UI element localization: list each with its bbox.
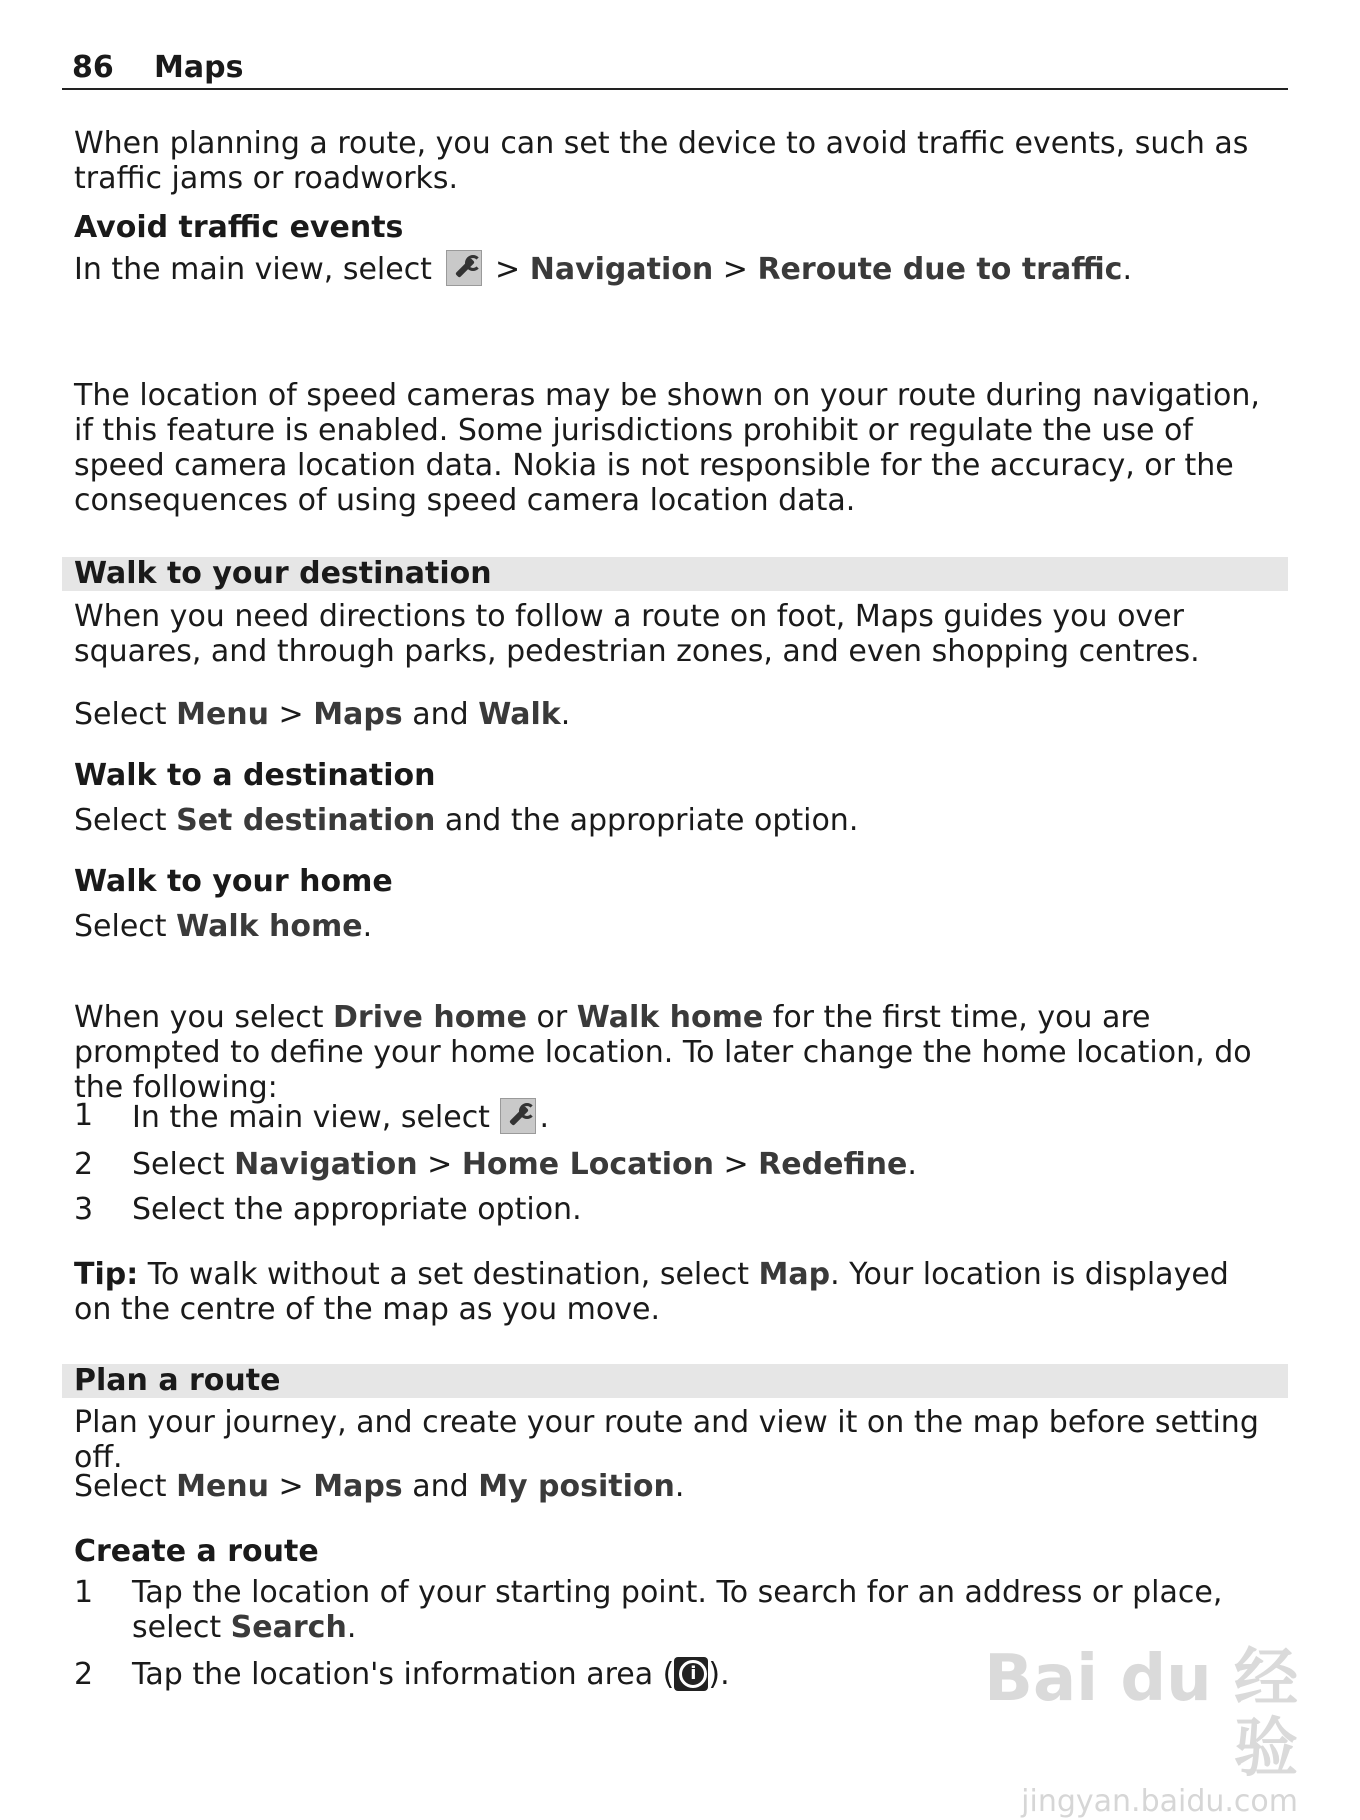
wrench-icon	[446, 250, 482, 286]
page-number: 86	[72, 50, 114, 85]
list-item: 1 In the main view, select .	[74, 1098, 550, 1135]
avoid-traffic-instruction: In the main view, select > Navigation > Reroute due to traffic.	[74, 252, 1132, 287]
create-route-heading: Create a route	[74, 1534, 319, 1569]
list-item: 2 Tap the location's information area (i ).	[74, 1657, 1274, 1692]
chapter-title: Maps	[154, 50, 244, 85]
walk-intro-paragraph: When you need directions to follow a route on foot, Maps guides you over squares, and through parks, pedestrian zones, and even shopping centres.	[74, 599, 1200, 669]
reroute-label: Reroute due to traffic	[757, 252, 1123, 287]
wrench-icon	[500, 1098, 536, 1134]
watermark-url: jingyan.baidu.com	[1021, 1784, 1298, 1819]
speed-cameras-paragraph: The location of speed cameras may be shown on your route during navigation, if this feature is enabled. Some jurisdictions prohibit or regulate the use of speed camera location data. Nokia is not responsible for the accuracy, or the consequences of using speed camera location data.	[74, 378, 1260, 518]
walk-to-destination-instruction: Select Set destination and the appropriate option.	[74, 803, 859, 838]
home-location-paragraph: When you select Drive home or Walk home for the first time, you are prompted to define your home location. To later change the home location, do the following:	[74, 1000, 1252, 1105]
plan-select-line: Select Menu > Maps and My position.	[74, 1469, 685, 1504]
watermark-logo: Bai du 经验	[984, 1642, 1298, 1786]
section-walk-to-destination: Walk to your destination	[62, 557, 1288, 591]
plan-intro-paragraph: Plan your journey, and create your route and view it on the map before setting off.	[74, 1405, 1259, 1475]
section-plan-a-route: Plan a route	[62, 1364, 1288, 1398]
walk-select-line: Select Menu > Maps and Walk.	[74, 697, 571, 732]
page-header	[62, 48, 1288, 90]
walk-to-home-instruction: Select Walk home.	[74, 909, 373, 944]
list-item: 3 Select the appropriate option.	[74, 1192, 582, 1227]
tip-paragraph: Tip: To walk without a set destination, select Map. Your location is displayed on the centre of the map as you move.	[74, 1257, 1229, 1327]
intro-paragraph: When planning a route, you can set the device to avoid traffic events, such as traffic jams or roadworks.	[74, 126, 1249, 196]
list-item: 1 Tap the location of your starting point. To search for an address or place, select Search.	[74, 1575, 1223, 1645]
navigation-label: Navigation	[529, 252, 714, 287]
home-location-steps	[74, 1098, 1274, 1227]
walk-to-home-heading: Walk to your home	[74, 864, 393, 899]
info-icon	[674, 1657, 708, 1691]
watermark	[978, 1642, 1298, 1819]
list-item: 2 Select Navigation > Home Location > Redefine.	[74, 1147, 917, 1182]
avoid-traffic-heading: Avoid traffic events	[74, 210, 404, 245]
walk-to-destination-heading: Walk to a destination	[74, 758, 436, 793]
